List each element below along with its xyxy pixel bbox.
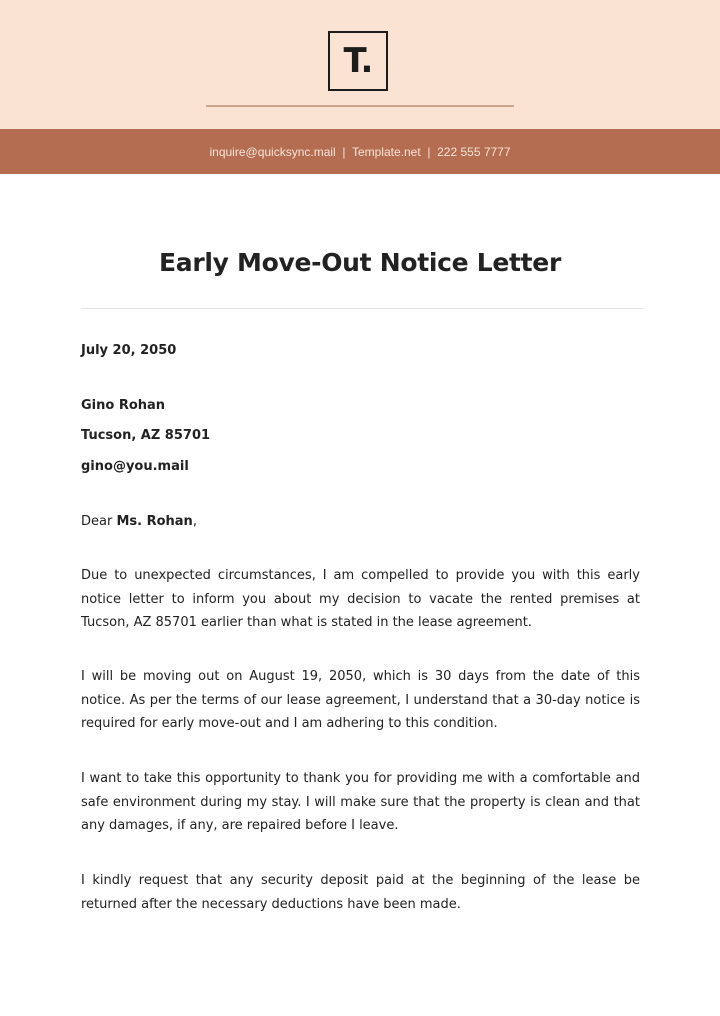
logo-text: T. xyxy=(343,41,373,81)
body-paragraph-4: I kindly request that any security deposit paid at the beginning of the lease be returned after the necessary deductions have been made. xyxy=(81,873,640,912)
body-paragraph-2: I will be moving out on August 19, 2050, which is 30 days from the date of this notice. As per the terms of our lease agreement, I understand that a 30-day notice is required for early move-out and I am adhering to this condition. xyxy=(81,669,640,731)
page-title: Early Move-Out Notice Letter xyxy=(158,248,561,277)
sender-name: Gino Rohan xyxy=(81,398,166,413)
header-divider xyxy=(206,105,514,107)
contact-band xyxy=(0,129,720,174)
salutation-prefix: Dear xyxy=(81,514,117,529)
body-paragraph-1: Due to unexpected circumstances, I am compelled to provide you with this early notice letter to inform you about my decision to vacate the rented premises at Tucson, AZ 85701 earlier than what is stated in the lease agreement. xyxy=(81,568,640,630)
header-banner xyxy=(0,0,720,129)
logo xyxy=(328,31,388,91)
contact-info: inquire@quicksync.mail | Template.net | 222 555 7777 xyxy=(209,144,511,159)
sender-email: gino@you.mail xyxy=(81,459,189,474)
sender-address: Tucson, AZ 85701 xyxy=(81,428,211,443)
letter-date: July 20, 2050 xyxy=(81,343,177,358)
salutation xyxy=(81,514,197,529)
body-paragraph-3: I want to take this opportunity to thank you for providing me with a comfortable and safe environment during my stay. I will make sure that the property is clean and that any damages, if any, are repaired before I leave. xyxy=(81,771,640,833)
salutation-suffix: , xyxy=(192,514,197,529)
recipient-name: Ms. Rohan xyxy=(116,514,193,529)
title-divider xyxy=(81,308,643,309)
